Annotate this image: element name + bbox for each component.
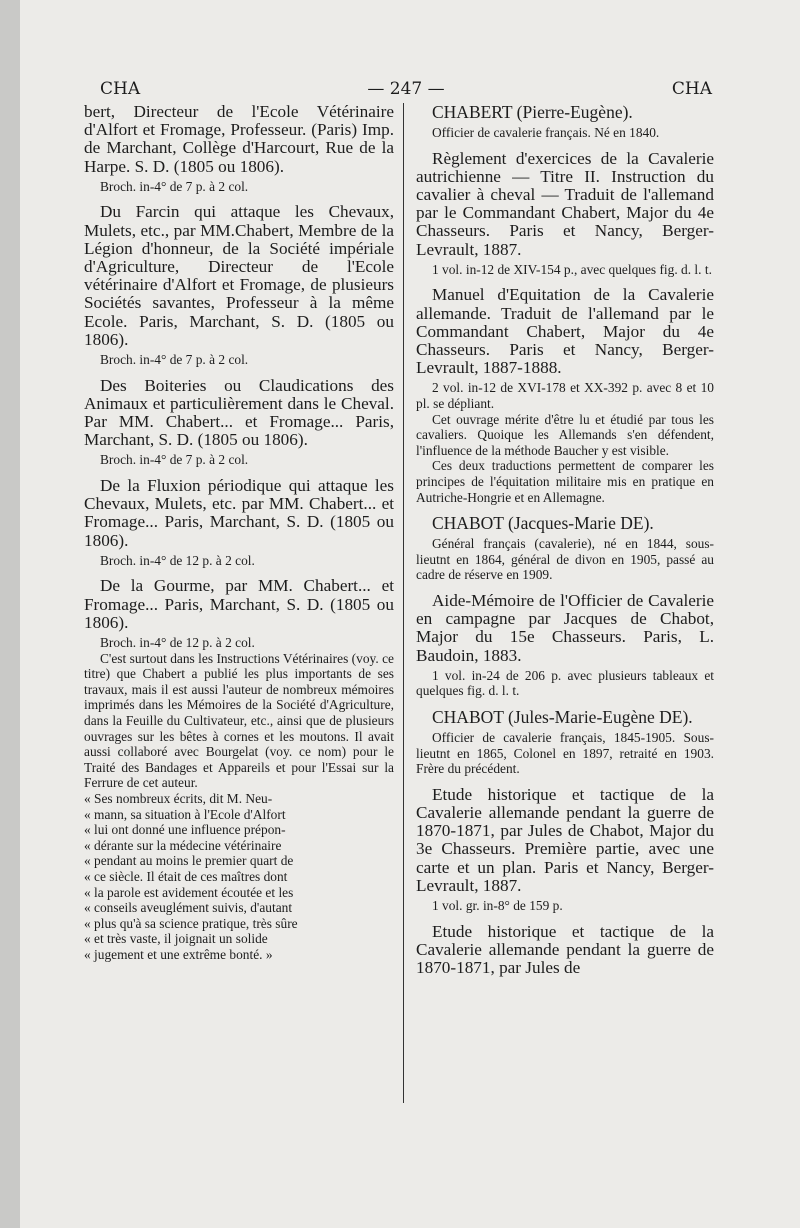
entry-title: De la Fluxion périodique qui attaque les Chevaux, Mulets, etc. par MM. Chabert... et Fromage... Paris, Marchant, S. D. (1805 ou 1806). (84, 476, 394, 550)
author-bio: Officier de cavalerie français. Né en 1840. (432, 125, 660, 140)
author-name: CHABOT (Jacques-Marie DE). (432, 513, 654, 534)
entry-quote: « Ses nombreux écrits, dit M. Neu- « mann, sa situation à l'Ecole d'Alfort « lui ont donné une influence prépon- « dérante sur la médecine vétérinaire « pendant au moins le premier quart de « ce siècle. Il était de ces maîtres dont « la parole est avidement écoutée et les « conseils aveuglément suivis, d'autant « plus qu'à sa science pratique, très sûre « et très vaste, il joignait un solide « jugement et une extrême bonté. » (84, 790, 298, 962)
entry-note: Broch. in-4° de 7 p. à 2 col. (100, 178, 249, 194)
author-bio: Général français (cavalerie), né en 1844, sous-lieutnt en 1864, général de divon en 1905, passé au cadre de réserve en 1909. (416, 536, 714, 583)
header-left: CHA (100, 79, 141, 99)
entry-comment: C'est surtout dans les Instructions Vétérinaires (voy. ce titre) que Chabert a publié les plus importants de ses travaux, mais il est aussi l'auteur de nombreux mémoires imprimés dans les Mémoires de la Société d'Agriculture, dans la Feuille du Cultivateur, etc., ainsi que de plusieurs ouvrages sur les bêtes à cornes et les moutons. Il avait aussi collaboré avec Bourgelat (voy. ce nom) pour le Traité des Bandages et Appareils et pour l'Essai sur la Ferrure de cet auteur. (84, 650, 394, 791)
entry-title: Des Boiteries ou Claudications des Animaux et particulièrement dans le Cheval. Par MM. Chabert... et Fromage... Paris, Marchant, S. D. (1805 ou 1806). (84, 375, 394, 450)
entry-title: bert, Directeur de l'Ecole Vétérinaire d'Alfort et Fromage, Professeur. (Paris) Imp. de Marchant, Collège d'Harcourt, Rue de la Harpe. S. D. (1805 ou 1806). (84, 102, 394, 176)
author-chabot-jacques (416, 514, 714, 583)
entry-title: De la Gourme, par MM. Chabert... et Fromage... Paris, Marchant, S. D. (1805 ou 1806). (84, 576, 394, 632)
page-number: — 247 — (367, 79, 445, 99)
author-bio: Officier de cavalerie français, 1845-1905. Sous-lieutnt en 1865, Colonel en 1897, retraité en 1903. Frère du précédent. (416, 729, 714, 777)
entry-comment: Cet ouvrage mérite d'être lu et étudié par tous les cavaliers. Quoique les Allemands s'en défendent, l'influence de la méthode Baucher y est visible. (416, 411, 714, 458)
entry-etude-1 (416, 786, 714, 914)
right-column (416, 103, 714, 986)
entry-note: Broch. in-4° de 12 p. à 2 col. (100, 552, 255, 568)
entry-title: Manuel d'Equitation de la Cavalerie allemande. Traduit de l'allemand par le Commandant Chabert, Major du 4e Chasseurs. Paris et Nancy, Berger-Levrault, 1887-1888. (416, 285, 714, 378)
author-chabot-jules (416, 708, 714, 777)
entry-title: Du Farcin qui attaque les Chevaux, Mulets, etc., par MM.Chabert, Membre de la Légion d'honneur, de la Société impériale d'Agriculture, Directeur de l'Ecole vétérinaire d'Alfort et Fromage, de plusieurs Sociétés savantes, Professeur à la même Ecole. Paris, Marchant, S. D. (1805 ou 1806). (84, 202, 394, 349)
entry-note: 1 vol. gr. in-8° de 159 p. (432, 897, 563, 913)
entry-title: Etude historique et tactique de la Cavalerie allemande pendant la guerre de 1870-1871, par Jules de Chabot, Major du 3e Chasseurs. Première partie, avec une carte et un plan. Paris et Nancy, Berger-Levrault, 1887. (416, 784, 714, 895)
entry-note: 1 vol. in-24 de 206 p. avec plusieurs tableaux et quelques fig. d. l. t. (416, 667, 714, 699)
entry-farcin (84, 203, 394, 367)
entry-note: Broch. in-4° de 7 p. à 2 col. (100, 352, 249, 368)
entry-etude-2 (416, 923, 714, 978)
entry-note: 2 vol. in-12 de XVI-178 et XX-392 p. avec 8 et 10 pl. se dépliant. (416, 380, 714, 412)
author-name: CHABOT (Jules-Marie-Eugène DE). (432, 706, 693, 727)
entry-title: Etude historique et tactique de la Cavalerie allemande pendant la guerre de 1870-1871, par Jules de (416, 921, 714, 977)
entry-title: Aide-Mémoire de l'Officier de Cavalerie en campagne par Jacques de Chabot, Major du 15e Chasseurs. Paris, L. Baudoin, 1883. (416, 590, 714, 665)
entry-gourme (84, 577, 394, 962)
entry-title: Règlement d'exercices de la Cavalerie autrichienne — Titre II. Instruction du cavalier à cheval — Traduit de l'allemand par le Commandant Chabert, Major du 4e Chasseurs. Paris et Nancy, Berger-Levrault, 1887. (416, 148, 714, 259)
header-right: CHA (671, 79, 712, 99)
author-chabert-pierre (416, 103, 714, 141)
entry-manuel (416, 286, 714, 505)
entry-boiteries (84, 377, 394, 468)
entry-reglement (416, 150, 714, 278)
entry-comment: Ces deux traductions permettent de comparer les principes de l'équitation militaire mis en pratique en Autriche-Hongrie et en Allemagne. (416, 458, 714, 505)
entry-note: Broch. in-4° de 7 p. à 2 col. (100, 452, 249, 468)
entry-fluxion (84, 477, 394, 568)
entry-note: Broch. in-4° de 12 p. à 2 col. (100, 635, 255, 651)
entry-note: 1 vol. in-12 de XIV-154 p., avec quelques fig. d. l. t. (432, 261, 712, 277)
entry-aide-memoire (416, 592, 714, 699)
column-divider (403, 103, 404, 1103)
author-name: CHABERT (Pierre-Eugène). (432, 102, 633, 122)
entry-chabert-intro (84, 103, 394, 194)
left-column (84, 103, 394, 972)
